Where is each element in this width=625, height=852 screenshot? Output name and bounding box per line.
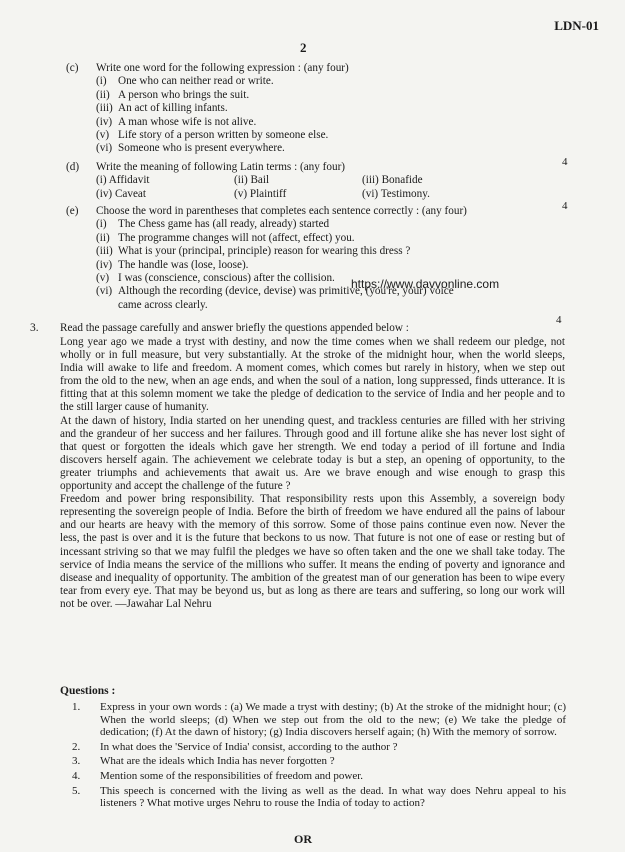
item-text: I was (conscience, conscious) after the collision. — [118, 271, 335, 284]
item-number: (i) — [96, 218, 107, 231]
item-text: Although the recording (device, devise) was primitive, (you're, your) voice — [118, 285, 454, 298]
passage — [60, 336, 565, 611]
item-number: (v) — [96, 128, 110, 141]
question-item-text: What are the ideals which India has never forgotten ? — [100, 755, 335, 768]
section-label: (e) — [66, 205, 79, 217]
item-number: (vi) — [96, 142, 113, 155]
item-text: The Chess game has (all ready, already) started — [118, 218, 330, 231]
item-text: One who can neither read or write. — [118, 75, 274, 88]
passage-instruction: Read the passage carefully and answer briefly the questions appended below : — [60, 322, 409, 334]
item-number: (v) — [96, 271, 110, 284]
item-text: The handle was (lose, loose). — [118, 258, 249, 271]
page-number: 2 — [300, 40, 307, 55]
question-item-number: 5. — [72, 784, 81, 797]
question-item-number: 2. — [72, 740, 81, 753]
question-item — [60, 701, 566, 739]
section-one-word — [66, 62, 586, 156]
item-number: (i) — [96, 75, 107, 88]
item-text: What is your (principal, principle) reason for wearing this dress ? — [118, 245, 411, 258]
item-number: (ii) — [96, 231, 110, 244]
section-instruction: Write the meaning of following Latin terms : (any four) — [96, 161, 346, 173]
marks: 4 — [562, 156, 568, 168]
question-item-text: In what does the 'Service of India' consist, according to the author ? — [100, 740, 398, 753]
latin-term: (vi) Testimony. — [362, 187, 430, 200]
questions-heading: Questions : — [60, 685, 116, 697]
question-item-number: 1. — [72, 701, 81, 713]
question-item — [60, 770, 566, 783]
marks: 4 — [556, 314, 562, 326]
item-number: (iv) — [96, 115, 113, 128]
section-label: (d) — [66, 161, 80, 173]
item-text: Someone who is present everywhere. — [118, 142, 285, 155]
item-number: (iii) — [96, 245, 113, 258]
item-text-continued: came across clearly. — [118, 298, 208, 311]
passage-paragraph: Long year ago we made a tryst with destiny, and now the time comes when we shall redeem our pledge, not wholly or in full measure, but very substantially. At the stroke of the midnight hour, when the world sleeps, India will awake to life and freedom. A moment comes, which comes but rarely in history, when we step out from the old to the new, when an age ends, and when the soul of a nation, long suppressed, finds utterance. It is fitting that at this solemn moment we take the pledge of dedication to the service of India and her people and to the still larger cause of humanity. — [60, 336, 565, 414]
item-text: Life story of a person written by someone else. — [118, 128, 329, 141]
question-item — [60, 741, 566, 754]
marks: 4 — [562, 200, 568, 212]
item-number: (vi) — [96, 285, 113, 298]
section-instruction: Write one word for the following expression : (any four) — [96, 62, 349, 74]
question-number: 3. — [30, 322, 39, 334]
item-text: The programme changes will not (affect, effect) you. — [118, 231, 355, 244]
question-item-text: Express in your own words : (a) We made a tryst with destiny; (b) At the stroke of the midnight hour; (c) When the world sleeps; (d) When we step out from the old to the new; (e) We take the pledge of dedication; (f) At the dawn of history; (g) India discovers herself again; (h) With the memory of sorrow. — [100, 701, 566, 739]
questions-list — [60, 701, 566, 812]
latin-term: (iii) Bonafide — [362, 174, 423, 187]
latin-term: (i) Affidavit — [96, 174, 150, 187]
item-text: A person who brings the suit. — [118, 88, 250, 101]
section-choose-word — [66, 205, 586, 312]
item-number: (iii) — [96, 102, 113, 115]
question-item-number: 4. — [72, 769, 81, 782]
passage-paragraph: Freedom and power bring responsibility. That responsibility rests upon this Assembly, a sovereign body representing the sovereign people of India. Before the birth of freedom we have endured all the pains of labour and our hearts are heavy with the memory of this sorrow. Some of those pains continue even now. Never the less, the past is over and it is the future that beckons to us now. That future is not one of ease or resting but of incessant striving so that we may fulfil the pledges we have so often taken and the one we shall take today. The service of India means the service of the millions who suffer. It means the ending of poverty and ignorance and disease and inequality of opportunity. The ambition of the greatest man of our generation has been to wipe every tear from every eye. That may be beyond us, but as long as there are tears and suffering, so long our work will not be over. —Jawahar Lal Nehru — [60, 493, 565, 610]
section-label: (c) — [66, 62, 79, 74]
section-instruction: Choose the word in parentheses that completes each sentence correctly : (any four) — [96, 205, 467, 217]
passage-paragraph: At the dawn of history, India started on her unending quest, and trackless centuries are filled with her striving and the grandeur of her success and her failures. Through good and ill fortune alike she has never lost sight of that quest or forgotten the ideals which gave her strength. We end today a period of ill fortune and India discovers herself again. The achievement we celebrate today is but a step, an opening of opportunity, to the greater triumphs and achievements that await us. Are we brave enough and wise enough to grasp this opportunity and accept the challenge of the future ? — [60, 414, 565, 493]
item-number: (iv) — [96, 258, 113, 271]
watermark-url: https://www.davvonline.com — [351, 277, 500, 291]
item-number: (ii) — [96, 88, 110, 101]
item-text: A man whose wife is not alive. — [118, 115, 257, 128]
question-item — [60, 755, 566, 768]
question-item-text: This speech is concerned with the living as well as the dead. In what way does Nehru appeal to his listeners ? What motive urges Nehru to rouse the India of today to action? — [100, 784, 566, 810]
or-separator: OR — [294, 832, 312, 846]
latin-term: (ii) Bail — [234, 174, 270, 187]
latin-term: (v) Plaintiff — [234, 187, 287, 200]
question-item — [60, 785, 566, 810]
paper-code: LDN-01 — [554, 18, 599, 33]
question-item-text: Mention some of the responsibilities of freedom and power. — [100, 769, 364, 782]
question-item-number: 3. — [72, 755, 81, 768]
item-text: An act of killing infants. — [118, 102, 228, 115]
section-latin-terms — [66, 161, 566, 201]
latin-term: (iv) Caveat — [96, 187, 147, 200]
